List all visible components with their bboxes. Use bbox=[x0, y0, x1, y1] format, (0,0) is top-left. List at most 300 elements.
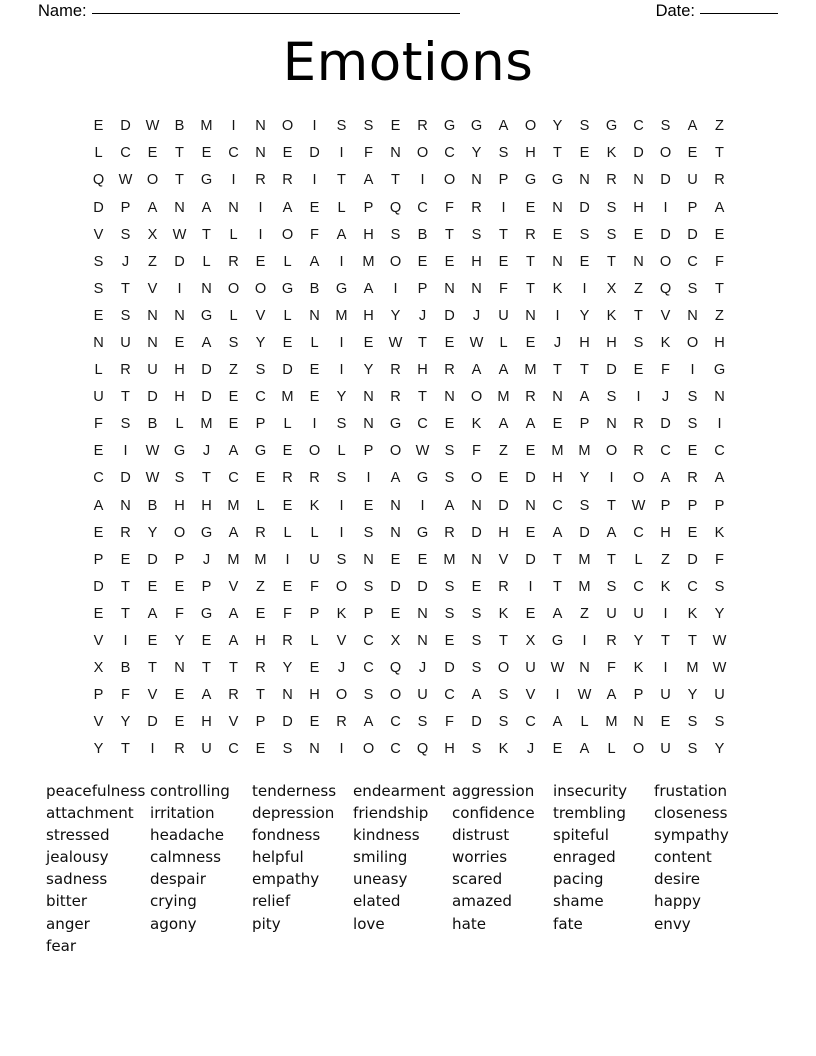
grid-cell[interactable]: R bbox=[282, 470, 293, 487]
grid-cell[interactable]: V bbox=[336, 633, 347, 650]
grid-cell[interactable]: E bbox=[444, 253, 455, 270]
grid-cell[interactable]: I bbox=[231, 172, 236, 189]
grid-cell[interactable]: X bbox=[606, 280, 617, 297]
grid-cell[interactable]: I bbox=[123, 633, 128, 650]
grid-cell[interactable]: E bbox=[687, 145, 698, 162]
grid-cell[interactable]: G bbox=[200, 172, 213, 189]
grid-cell[interactable]: C bbox=[390, 714, 401, 731]
grid-cell[interactable]: R bbox=[633, 416, 644, 433]
grid-cell[interactable]: M bbox=[497, 389, 510, 406]
grid-cell[interactable]: A bbox=[228, 605, 239, 622]
grid-cell[interactable]: S bbox=[363, 578, 374, 595]
grid-cell[interactable]: M bbox=[335, 307, 348, 324]
grid-cell[interactable]: E bbox=[174, 578, 185, 595]
grid-cell[interactable]: T bbox=[607, 253, 616, 270]
grid-cell[interactable]: O bbox=[173, 524, 186, 541]
grid-cell[interactable]: D bbox=[579, 199, 590, 216]
grid-cell[interactable]: D bbox=[660, 416, 671, 433]
grid-cell[interactable]: O bbox=[605, 443, 618, 460]
grid-cell[interactable]: X bbox=[525, 633, 536, 650]
grid-cell[interactable]: E bbox=[255, 253, 266, 270]
grid-cell[interactable]: E bbox=[174, 714, 185, 731]
grid-cell[interactable]: L bbox=[94, 145, 103, 162]
grid-cell[interactable]: E bbox=[525, 443, 536, 460]
grid-cell[interactable]: S bbox=[606, 199, 617, 216]
grid-cell[interactable]: M bbox=[443, 551, 456, 568]
grid-cell[interactable]: W bbox=[550, 660, 565, 677]
grid-cell[interactable]: T bbox=[607, 551, 616, 568]
grid-cell[interactable]: R bbox=[471, 199, 482, 216]
grid-cell[interactable]: O bbox=[281, 226, 294, 243]
grid-cell[interactable]: I bbox=[339, 335, 344, 351]
grid-cell[interactable]: E bbox=[309, 714, 320, 731]
grid-cell[interactable]: Y bbox=[633, 633, 644, 650]
grid-cell[interactable]: X bbox=[390, 633, 401, 650]
grid-cell[interactable]: K bbox=[606, 145, 617, 162]
grid-cell[interactable]: S bbox=[471, 226, 482, 243]
grid-cell[interactable]: K bbox=[606, 307, 617, 324]
grid-cell[interactable]: D bbox=[471, 714, 482, 731]
grid-cell[interactable]: D bbox=[93, 199, 104, 216]
grid-cell[interactable]: I bbox=[258, 226, 263, 243]
grid-cell[interactable]: K bbox=[471, 416, 482, 433]
grid-cell[interactable]: I bbox=[339, 362, 344, 379]
grid-cell[interactable]: S bbox=[120, 416, 131, 433]
word-list-item[interactable]: sympathy bbox=[654, 826, 729, 845]
grid-cell[interactable]: Z bbox=[256, 578, 265, 595]
grid-cell[interactable]: I bbox=[636, 389, 641, 406]
name-input-line[interactable] bbox=[92, 13, 460, 14]
grid-cell[interactable]: D bbox=[525, 470, 536, 487]
grid-cell[interactable]: N bbox=[579, 172, 590, 189]
grid-cell[interactable]: N bbox=[633, 172, 644, 189]
grid-cell[interactable]: U bbox=[660, 741, 671, 758]
grid-cell[interactable]: A bbox=[228, 443, 239, 460]
grid-cell[interactable]: S bbox=[444, 470, 455, 487]
grid-cell[interactable]: R bbox=[309, 470, 320, 487]
grid-cell[interactable]: H bbox=[660, 524, 671, 541]
grid-cell[interactable]: E bbox=[363, 497, 374, 514]
grid-cell[interactable]: D bbox=[660, 226, 671, 243]
grid-cell[interactable]: Y bbox=[363, 362, 374, 379]
word-list-item[interactable]: relief bbox=[252, 892, 291, 911]
grid-cell[interactable]: A bbox=[201, 687, 212, 704]
grid-cell[interactable]: H bbox=[417, 362, 428, 379]
grid-cell[interactable]: R bbox=[444, 524, 455, 541]
grid-cell[interactable]: Z bbox=[229, 362, 238, 379]
grid-cell[interactable]: D bbox=[498, 497, 509, 514]
grid-cell[interactable]: N bbox=[525, 307, 536, 324]
grid-cell[interactable]: E bbox=[93, 443, 104, 460]
grid-cell[interactable]: E bbox=[444, 335, 455, 351]
grid-cell[interactable]: S bbox=[336, 118, 347, 135]
word-list-item[interactable]: kindness bbox=[353, 826, 420, 845]
grid-cell[interactable]: S bbox=[255, 362, 266, 379]
grid-cell[interactable]: Q bbox=[659, 280, 672, 297]
word-list-item[interactable]: worries bbox=[452, 848, 508, 867]
grid-cell[interactable]: P bbox=[714, 497, 725, 514]
grid-cell[interactable]: G bbox=[335, 280, 348, 297]
grid-cell[interactable]: L bbox=[94, 362, 103, 379]
word-list-item[interactable]: bitter bbox=[46, 892, 88, 911]
grid-cell[interactable]: P bbox=[660, 497, 671, 514]
grid-cell[interactable]: K bbox=[336, 605, 347, 622]
grid-cell[interactable]: A bbox=[606, 524, 617, 541]
grid-cell[interactable]: E bbox=[93, 524, 104, 541]
grid-cell[interactable]: M bbox=[362, 253, 375, 270]
grid-cell[interactable]: T bbox=[121, 605, 130, 622]
grid-cell[interactable]: L bbox=[256, 497, 265, 514]
grid-cell[interactable]: S bbox=[444, 443, 455, 460]
grid-cell[interactable]: P bbox=[498, 172, 509, 189]
grid-cell[interactable]: S bbox=[390, 226, 401, 243]
grid-cell[interactable]: M bbox=[254, 551, 267, 568]
grid-cell[interactable]: C bbox=[444, 145, 455, 162]
word-list-item[interactable]: peacefulness bbox=[46, 782, 146, 800]
grid-cell[interactable]: T bbox=[553, 145, 562, 162]
grid-cell[interactable]: I bbox=[312, 118, 317, 135]
grid-cell[interactable]: I bbox=[339, 253, 344, 270]
word-list-item[interactable]: fondness bbox=[252, 826, 321, 845]
grid-cell[interactable]: R bbox=[282, 172, 293, 189]
grid-cell[interactable]: E bbox=[309, 199, 320, 216]
grid-cell[interactable]: T bbox=[688, 633, 697, 650]
grid-cell[interactable]: T bbox=[418, 389, 427, 406]
grid-cell[interactable]: W bbox=[118, 172, 133, 189]
grid-cell[interactable]: S bbox=[363, 524, 374, 541]
grid-cell[interactable]: A bbox=[147, 199, 158, 216]
grid-cell[interactable]: R bbox=[228, 687, 239, 704]
grid-cell[interactable]: A bbox=[471, 362, 482, 379]
grid-cell[interactable]: L bbox=[499, 335, 508, 351]
grid-cell[interactable]: D bbox=[687, 226, 698, 243]
grid-cell[interactable]: G bbox=[200, 524, 213, 541]
grid-cell[interactable]: C bbox=[363, 633, 374, 650]
grid-cell[interactable]: P bbox=[309, 605, 320, 622]
grid-cell[interactable]: D bbox=[309, 145, 320, 162]
grid-cell[interactable]: W bbox=[712, 633, 727, 650]
grid-cell[interactable]: G bbox=[389, 416, 402, 433]
grid-cell[interactable]: A bbox=[579, 389, 590, 406]
grid-cell[interactable]: J bbox=[202, 551, 211, 568]
grid-cell[interactable]: P bbox=[363, 199, 374, 216]
grid-cell[interactable]: N bbox=[255, 118, 266, 135]
grid-cell[interactable]: H bbox=[363, 307, 374, 324]
grid-cell[interactable]: Y bbox=[714, 605, 725, 622]
grid-cell[interactable]: J bbox=[121, 253, 130, 270]
grid-cell[interactable]: S bbox=[336, 551, 347, 568]
grid-cell[interactable]: A bbox=[201, 199, 212, 216]
grid-cell[interactable]: L bbox=[310, 633, 319, 650]
grid-cell[interactable]: N bbox=[390, 497, 401, 514]
grid-cell[interactable]: E bbox=[390, 605, 401, 622]
grid-cell[interactable]: D bbox=[147, 714, 158, 731]
word-list-item[interactable]: spiteful bbox=[553, 826, 609, 845]
grid-cell[interactable]: S bbox=[579, 226, 590, 243]
grid-cell[interactable]: E bbox=[498, 470, 509, 487]
grid-cell[interactable]: D bbox=[201, 389, 212, 406]
grid-cell[interactable]: T bbox=[202, 660, 211, 677]
grid-cell[interactable]: C bbox=[120, 145, 131, 162]
grid-cell[interactable]: T bbox=[553, 578, 562, 595]
grid-cell[interactable]: M bbox=[578, 578, 591, 595]
grid-cell[interactable]: O bbox=[389, 443, 402, 460]
grid-cell[interactable]: N bbox=[147, 307, 158, 324]
grid-cell[interactable]: A bbox=[525, 416, 536, 433]
grid-cell[interactable]: M bbox=[200, 416, 213, 433]
grid-cell[interactable]: P bbox=[255, 714, 266, 731]
grid-cell[interactable]: I bbox=[555, 687, 560, 704]
grid-cell[interactable]: S bbox=[687, 416, 698, 433]
grid-cell[interactable]: L bbox=[175, 416, 184, 433]
grid-cell[interactable]: I bbox=[663, 605, 668, 622]
word-list-item[interactable]: irritation bbox=[150, 804, 215, 823]
grid-cell[interactable]: M bbox=[200, 118, 213, 135]
grid-cell[interactable]: N bbox=[309, 307, 320, 324]
grid-cell[interactable]: E bbox=[417, 253, 428, 270]
grid-cell[interactable]: J bbox=[202, 443, 211, 460]
grid-cell[interactable]: L bbox=[607, 741, 616, 758]
grid-cell[interactable]: E bbox=[174, 687, 185, 704]
grid-cell[interactable]: N bbox=[606, 416, 617, 433]
grid-cell[interactable]: F bbox=[607, 660, 616, 677]
grid-cell[interactable]: F bbox=[715, 551, 724, 568]
grid-cell[interactable]: I bbox=[285, 551, 290, 568]
grid-cell[interactable]: T bbox=[526, 253, 535, 270]
grid-cell[interactable]: D bbox=[444, 307, 455, 324]
grid-cell[interactable]: N bbox=[471, 497, 482, 514]
grid-cell[interactable]: O bbox=[335, 687, 348, 704]
grid-cell[interactable]: D bbox=[444, 660, 455, 677]
grid-cell[interactable]: H bbox=[201, 497, 212, 514]
grid-cell[interactable]: A bbox=[282, 199, 293, 216]
grid-cell[interactable]: E bbox=[147, 145, 158, 162]
grid-cell[interactable]: F bbox=[364, 145, 373, 162]
grid-cell[interactable]: O bbox=[308, 443, 321, 460]
grid-cell[interactable]: K bbox=[714, 524, 725, 541]
word-list-item[interactable]: frustation bbox=[654, 782, 728, 800]
grid-cell[interactable]: N bbox=[201, 280, 212, 297]
grid-cell[interactable]: E bbox=[201, 633, 212, 650]
grid-cell[interactable]: E bbox=[201, 145, 212, 162]
grid-cell[interactable]: O bbox=[524, 118, 537, 135]
grid-cell[interactable]: E bbox=[282, 578, 293, 595]
grid-cell[interactable]: H bbox=[255, 633, 266, 650]
grid-cell[interactable]: E bbox=[498, 253, 509, 270]
grid-cell[interactable]: A bbox=[660, 470, 671, 487]
word-list-item[interactable]: headache bbox=[150, 826, 225, 845]
grid-cell[interactable]: E bbox=[309, 660, 320, 677]
word-list-item[interactable]: confidence bbox=[452, 804, 535, 823]
grid-cell[interactable]: W bbox=[712, 660, 727, 677]
grid-cell[interactable]: N bbox=[417, 633, 428, 650]
grid-cell[interactable]: S bbox=[336, 470, 347, 487]
grid-cell[interactable]: N bbox=[552, 253, 563, 270]
grid-cell[interactable]: V bbox=[498, 551, 509, 568]
grid-cell[interactable]: T bbox=[121, 389, 130, 406]
grid-cell[interactable]: M bbox=[605, 714, 618, 731]
grid-cell[interactable]: E bbox=[552, 416, 563, 433]
grid-cell[interactable]: O bbox=[686, 335, 699, 351]
grid-cell[interactable]: E bbox=[633, 362, 644, 379]
grid-cell[interactable]: O bbox=[281, 118, 294, 135]
grid-cell[interactable]: E bbox=[444, 633, 455, 650]
grid-cell[interactable]: O bbox=[659, 253, 672, 270]
grid-cell[interactable]: N bbox=[228, 199, 239, 216]
grid-cell[interactable]: A bbox=[444, 497, 455, 514]
grid-cell[interactable]: G bbox=[173, 443, 186, 460]
grid-cell[interactable]: E bbox=[525, 605, 536, 622]
grid-cell[interactable]: T bbox=[580, 362, 589, 379]
grid-cell[interactable]: C bbox=[255, 389, 266, 406]
grid-cell[interactable]: T bbox=[499, 633, 508, 650]
grid-cell[interactable]: N bbox=[417, 605, 428, 622]
grid-cell[interactable]: L bbox=[310, 335, 319, 351]
grid-cell[interactable]: I bbox=[393, 280, 398, 297]
grid-cell[interactable]: Y bbox=[687, 687, 698, 704]
grid-cell[interactable]: M bbox=[227, 551, 240, 568]
grid-cell[interactable]: A bbox=[228, 633, 239, 650]
grid-cell[interactable]: U bbox=[147, 362, 158, 379]
grid-cell[interactable]: T bbox=[553, 551, 562, 568]
grid-cell[interactable]: N bbox=[363, 389, 374, 406]
grid-cell[interactable]: R bbox=[714, 172, 725, 189]
grid-cell[interactable]: H bbox=[525, 145, 536, 162]
grid-cell[interactable]: U bbox=[660, 687, 671, 704]
grid-cell[interactable]: E bbox=[417, 551, 428, 568]
grid-cell[interactable]: E bbox=[471, 578, 482, 595]
word-list-item[interactable]: crying bbox=[150, 892, 197, 911]
grid-cell[interactable]: U bbox=[498, 307, 509, 324]
grid-cell[interactable]: N bbox=[552, 199, 563, 216]
grid-cell[interactable]: Y bbox=[255, 335, 266, 351]
grid-cell[interactable]: K bbox=[498, 741, 509, 758]
grid-cell[interactable]: F bbox=[121, 687, 130, 704]
grid-cell[interactable]: R bbox=[336, 714, 347, 731]
grid-cell[interactable]: N bbox=[93, 335, 104, 351]
word-list-item[interactable]: aggression bbox=[452, 782, 535, 800]
grid-cell[interactable]: R bbox=[390, 389, 401, 406]
grid-cell[interactable]: I bbox=[717, 416, 722, 433]
word-list-item[interactable]: love bbox=[353, 914, 385, 933]
grid-cell[interactable]: A bbox=[147, 605, 158, 622]
grid-cell[interactable]: U bbox=[417, 687, 428, 704]
grid-cell[interactable]: O bbox=[389, 253, 402, 270]
word-list-item[interactable]: controlling bbox=[150, 782, 230, 800]
grid-cell[interactable]: W bbox=[145, 118, 160, 135]
grid-cell[interactable]: N bbox=[282, 687, 293, 704]
grid-cell[interactable]: Z bbox=[715, 118, 724, 135]
grid-cell[interactable]: T bbox=[553, 362, 562, 379]
grid-cell[interactable]: R bbox=[525, 389, 536, 406]
grid-cell[interactable]: T bbox=[499, 226, 508, 243]
grid-cell[interactable]: R bbox=[174, 741, 185, 758]
grid-cell[interactable]: P bbox=[93, 687, 104, 704]
grid-cell[interactable]: S bbox=[687, 280, 698, 297]
word-list-item[interactable]: endearment bbox=[353, 782, 446, 800]
grid-cell[interactable]: O bbox=[389, 687, 402, 704]
grid-cell[interactable]: G bbox=[200, 605, 213, 622]
grid-cell[interactable]: S bbox=[471, 633, 482, 650]
grid-cell[interactable]: B bbox=[120, 660, 131, 677]
grid-cell[interactable]: S bbox=[336, 416, 347, 433]
grid-cell[interactable]: E bbox=[255, 605, 266, 622]
word-list-item[interactable]: pacing bbox=[553, 870, 604, 889]
grid-cell[interactable]: S bbox=[363, 687, 374, 704]
grid-cell[interactable]: G bbox=[416, 524, 429, 541]
grid-cell[interactable]: D bbox=[471, 524, 482, 541]
grid-cell[interactable]: D bbox=[120, 118, 131, 135]
grid-cell[interactable]: I bbox=[663, 660, 668, 677]
grid-cell[interactable]: I bbox=[582, 280, 587, 297]
grid-cell[interactable]: C bbox=[444, 687, 455, 704]
grid-cell[interactable]: U bbox=[606, 605, 617, 622]
grid-cell[interactable]: M bbox=[281, 389, 294, 406]
grid-cell[interactable]: S bbox=[363, 118, 374, 135]
word-list-item[interactable]: fate bbox=[553, 914, 583, 933]
grid-cell[interactable]: P bbox=[93, 551, 104, 568]
grid-cell[interactable]: R bbox=[255, 660, 266, 677]
grid-cell[interactable]: L bbox=[229, 226, 238, 243]
grid-cell[interactable]: C bbox=[633, 578, 644, 595]
grid-cell[interactable]: I bbox=[690, 362, 695, 379]
grid-cell[interactable]: F bbox=[472, 443, 481, 460]
grid-cell[interactable]: N bbox=[525, 497, 536, 514]
grid-cell[interactable]: H bbox=[309, 687, 320, 704]
grid-cell[interactable]: E bbox=[174, 335, 185, 351]
grid-cell[interactable]: S bbox=[93, 253, 104, 270]
word-list-item[interactable]: shame bbox=[553, 892, 604, 911]
grid-cell[interactable]: G bbox=[524, 172, 537, 189]
grid-cell[interactable]: C bbox=[660, 443, 671, 460]
grid-cell[interactable]: I bbox=[177, 280, 182, 297]
grid-cell[interactable]: U bbox=[309, 551, 320, 568]
word-list-item[interactable]: trembling bbox=[553, 804, 626, 823]
grid-cell[interactable]: X bbox=[147, 226, 158, 243]
grid-cell[interactable]: I bbox=[582, 633, 587, 650]
grid-cell[interactable]: A bbox=[498, 362, 509, 379]
grid-cell[interactable]: S bbox=[444, 605, 455, 622]
grid-cell[interactable]: N bbox=[255, 145, 266, 162]
date-input-line[interactable] bbox=[700, 13, 778, 14]
grid-cell[interactable]: E bbox=[687, 524, 698, 541]
grid-cell[interactable]: C bbox=[687, 578, 698, 595]
grid-cell[interactable]: R bbox=[390, 362, 401, 379]
grid-cell[interactable]: T bbox=[202, 470, 211, 487]
grid-cell[interactable]: D bbox=[525, 551, 536, 568]
grid-cell[interactable]: N bbox=[120, 497, 131, 514]
word-list-item[interactable]: friendship bbox=[353, 804, 429, 823]
grid-cell[interactable]: E bbox=[552, 226, 563, 243]
grid-cell[interactable]: R bbox=[498, 578, 509, 595]
grid-cell[interactable]: S bbox=[471, 605, 482, 622]
grid-cell[interactable]: W bbox=[631, 497, 646, 514]
grid-cell[interactable]: L bbox=[283, 416, 292, 433]
word-list-item[interactable]: despair bbox=[150, 870, 206, 889]
grid-cell[interactable]: V bbox=[660, 307, 671, 324]
grid-cell[interactable]: H bbox=[633, 199, 644, 216]
grid-cell[interactable]: A bbox=[498, 118, 509, 135]
grid-cell[interactable]: F bbox=[310, 578, 319, 595]
grid-cell[interactable]: C bbox=[633, 118, 644, 135]
grid-cell[interactable]: J bbox=[418, 660, 427, 677]
grid-cell[interactable]: C bbox=[633, 524, 644, 541]
grid-cell[interactable]: E bbox=[93, 118, 104, 135]
grid-cell[interactable]: U bbox=[120, 335, 131, 351]
grid-cell[interactable]: S bbox=[714, 578, 725, 595]
grid-cell[interactable]: O bbox=[632, 470, 645, 487]
grid-cell[interactable]: W bbox=[172, 226, 187, 243]
